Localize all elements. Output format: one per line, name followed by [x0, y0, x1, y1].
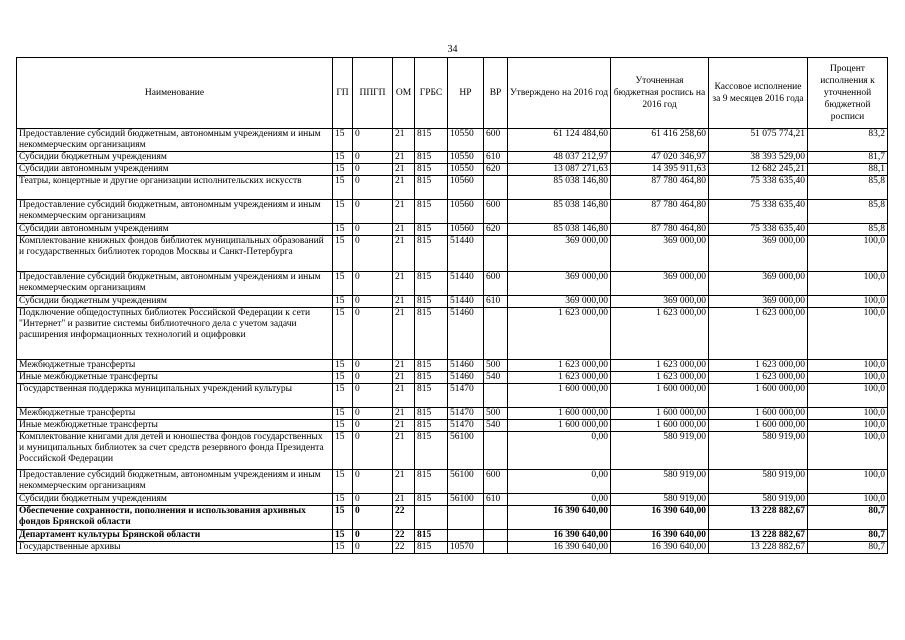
cell-approved: 1 600 000,00 — [508, 408, 611, 420]
cell-name: Субсидии бюджетным учреждениям — [17, 152, 333, 164]
cell-percent: 81,7 — [808, 152, 888, 164]
cell-grbs: 815 — [415, 200, 448, 224]
cell-name: Комплектование книжных фондов библиотек муниципальных образований и государственных библиотек городов Москвы и Санкт-Петербурга — [17, 236, 333, 272]
cell-name: Подключение общедоступных библиотек Российской Федерации к сети "Интернет" и развитие системы библиотечного дела с учетом задачи расширения информационных технологий и оцифровки — [17, 308, 333, 360]
cell-approved: 0,00 — [508, 494, 611, 506]
cell-om: 21 — [393, 224, 415, 236]
cell-vr: 540 — [484, 420, 508, 432]
cell-nr: 51460 — [448, 308, 484, 360]
header-name: Наименование — [17, 58, 333, 129]
cell-om: 21 — [393, 308, 415, 360]
cell-ppgp: 0 — [353, 470, 393, 494]
table-body — [17, 129, 888, 554]
cell-refined: 1 600 000,00 — [611, 420, 709, 432]
cell-name: Комплектование книгами для детей и юношества фондов государственных и муниципальных библиотек за счет средств резервного фонда Президента Российской Федерации — [17, 432, 333, 470]
cell-cash: 75 338 635,40 — [709, 200, 808, 224]
cell-approved: 1 600 000,00 — [508, 384, 611, 408]
cell-cash: 1 600 000,00 — [709, 384, 808, 408]
table-row — [17, 272, 888, 296]
header-approved: Утверждено на 2016 год — [508, 58, 611, 129]
cell-name: Субсидии автономным учреждениям — [17, 164, 333, 176]
cell-om: 21 — [393, 494, 415, 506]
cell-name: Иные межбюджетные трансферты — [17, 420, 333, 432]
cell-approved: 0,00 — [508, 470, 611, 494]
table-row — [17, 200, 888, 224]
cell-refined: 369 000,00 — [611, 296, 709, 308]
cell-vr — [484, 176, 508, 200]
cell-grbs: 815 — [415, 408, 448, 420]
cell-name: Предоставление субсидий бюджетным, автономным учреждениям и иным некоммерческим организациям — [17, 200, 333, 224]
cell-ppgp: 0 — [353, 408, 393, 420]
cell-approved: 1 623 000,00 — [508, 372, 611, 384]
cell-nr: 51460 — [448, 372, 484, 384]
cell-grbs: 815 — [415, 236, 448, 272]
cell-percent: 100,0 — [808, 494, 888, 506]
cell-grbs: 815 — [415, 164, 448, 176]
header-ppgp: ППГП — [353, 58, 393, 129]
cell-vr — [484, 236, 508, 272]
table-row — [17, 164, 888, 176]
cell-gp: 15 — [333, 372, 353, 384]
cell-gp: 15 — [333, 272, 353, 296]
cell-percent: 100,0 — [808, 360, 888, 372]
cell-refined: 1 600 000,00 — [611, 384, 709, 408]
table-row — [17, 360, 888, 372]
table-row — [17, 152, 888, 164]
page-number: 34 — [447, 44, 458, 55]
cell-grbs: 815 — [415, 272, 448, 296]
cell-refined: 47 020 346,97 — [611, 152, 709, 164]
cell-approved: 1 623 000,00 — [508, 308, 611, 360]
cell-om: 21 — [393, 420, 415, 432]
cell-nr: 56100 — [448, 494, 484, 506]
cell-vr: 610 — [484, 296, 508, 308]
table-row — [17, 308, 888, 360]
cell-name: Предоставление субсидий бюджетным, автономным учреждениям и иным некоммерческим организациям — [17, 470, 333, 494]
cell-grbs: 815 — [415, 494, 448, 506]
cell-ppgp: 0 — [353, 308, 393, 360]
cell-nr: 10550 — [448, 164, 484, 176]
cell-name: Государственные архивы — [17, 542, 333, 554]
cell-approved: 85 038 146,80 — [508, 176, 611, 200]
cell-ppgp: 0 — [353, 384, 393, 408]
cell-om: 21 — [393, 176, 415, 200]
table-row — [17, 296, 888, 308]
cell-percent: 88,1 — [808, 164, 888, 176]
cell-nr — [448, 506, 484, 530]
cell-name: Предоставление субсидий бюджетным, автономным учреждениям и иным некоммерческим организациям — [17, 129, 333, 152]
cell-approved: 61 124 484,60 — [508, 129, 611, 152]
cell-name: Межбюджетные трансферты — [17, 408, 333, 420]
cell-cash: 13 228 882,67 — [709, 506, 808, 530]
budget-execution-table — [16, 57, 888, 554]
cell-ppgp: 0 — [353, 200, 393, 224]
cell-ppgp: 0 — [353, 360, 393, 372]
cell-cash: 580 919,00 — [709, 432, 808, 470]
cell-refined: 580 919,00 — [611, 432, 709, 470]
cell-name: Департамент культуры Брянской области — [17, 530, 333, 542]
cell-nr: 10560 — [448, 176, 484, 200]
cell-cash: 369 000,00 — [709, 296, 808, 308]
cell-cash: 38 393 529,00 — [709, 152, 808, 164]
cell-ppgp: 0 — [353, 152, 393, 164]
cell-percent: 83,2 — [808, 129, 888, 152]
cell-percent: 85,8 — [808, 224, 888, 236]
cell-percent: 85,8 — [808, 176, 888, 200]
cell-vr — [484, 432, 508, 470]
cell-cash: 75 338 635,40 — [709, 224, 808, 236]
cell-gp: 15 — [333, 470, 353, 494]
cell-grbs: 815 — [415, 129, 448, 152]
header-om: ОМ — [393, 58, 415, 129]
table-row — [17, 224, 888, 236]
cell-refined: 580 919,00 — [611, 494, 709, 506]
table-row — [17, 542, 888, 554]
cell-vr: 600 — [484, 272, 508, 296]
cell-refined: 16 390 640,00 — [611, 530, 709, 542]
cell-name: Субсидии бюджетным учреждениям — [17, 494, 333, 506]
cell-refined: 1 623 000,00 — [611, 308, 709, 360]
cell-ppgp: 0 — [353, 296, 393, 308]
cell-percent: 100,0 — [808, 308, 888, 360]
header-nr: НР — [448, 58, 484, 129]
cell-percent: 100,0 — [808, 372, 888, 384]
cell-gp: 15 — [333, 494, 353, 506]
cell-gp: 15 — [333, 408, 353, 420]
cell-cash: 369 000,00 — [709, 236, 808, 272]
cell-approved: 85 038 146,80 — [508, 200, 611, 224]
cell-grbs: 815 — [415, 360, 448, 372]
header-gp: ГП — [333, 58, 353, 129]
cell-ppgp: 0 — [353, 420, 393, 432]
cell-grbs — [415, 506, 448, 530]
cell-grbs: 815 — [415, 420, 448, 432]
cell-vr: 620 — [484, 224, 508, 236]
table-row — [17, 506, 888, 530]
cell-name: Межбюджетные трансферты — [17, 360, 333, 372]
cell-gp: 15 — [333, 236, 353, 272]
cell-nr: 51440 — [448, 296, 484, 308]
cell-ppgp: 0 — [353, 542, 393, 554]
table-row — [17, 129, 888, 152]
cell-gp: 15 — [333, 296, 353, 308]
cell-cash: 12 682 245,21 — [709, 164, 808, 176]
table-row — [17, 176, 888, 200]
cell-percent: 80,7 — [808, 506, 888, 530]
cell-name: Обеспечение сохранности, пополнения и использования архивных фондов Брянской области — [17, 506, 333, 530]
cell-grbs: 815 — [415, 384, 448, 408]
cell-vr: 600 — [484, 470, 508, 494]
cell-om: 21 — [393, 129, 415, 152]
cell-om: 21 — [393, 384, 415, 408]
cell-nr: 56100 — [448, 470, 484, 494]
cell-vr: 620 — [484, 164, 508, 176]
cell-percent: 100,0 — [808, 408, 888, 420]
table-row — [17, 372, 888, 384]
cell-refined: 87 780 464,80 — [611, 224, 709, 236]
cell-grbs: 815 — [415, 542, 448, 554]
cell-cash: 1 623 000,00 — [709, 372, 808, 384]
cell-gp: 15 — [333, 530, 353, 542]
cell-vr — [484, 506, 508, 530]
header-grbs: ГРБС — [415, 58, 448, 129]
cell-cash: 51 075 774,21 — [709, 129, 808, 152]
cell-refined: 87 780 464,80 — [611, 200, 709, 224]
cell-gp: 15 — [333, 224, 353, 236]
cell-ppgp: 0 — [353, 432, 393, 470]
cell-percent: 100,0 — [808, 470, 888, 494]
cell-nr: 10550 — [448, 152, 484, 164]
cell-refined: 16 390 640,00 — [611, 542, 709, 554]
cell-ppgp: 0 — [353, 530, 393, 542]
cell-percent: 100,0 — [808, 296, 888, 308]
cell-percent: 100,0 — [808, 384, 888, 408]
cell-approved: 1 623 000,00 — [508, 360, 611, 372]
table-row — [17, 408, 888, 420]
cell-refined: 61 416 258,60 — [611, 129, 709, 152]
cell-vr — [484, 542, 508, 554]
cell-approved: 369 000,00 — [508, 236, 611, 272]
cell-nr — [448, 530, 484, 542]
cell-grbs: 815 — [415, 470, 448, 494]
cell-gp: 15 — [333, 542, 353, 554]
table-row — [17, 420, 888, 432]
cell-grbs: 815 — [415, 176, 448, 200]
cell-nr: 51470 — [448, 408, 484, 420]
table-row — [17, 384, 888, 408]
cell-cash: 1 623 000,00 — [709, 308, 808, 360]
cell-gp: 15 — [333, 176, 353, 200]
cell-ppgp: 0 — [353, 236, 393, 272]
cell-nr: 56100 — [448, 432, 484, 470]
cell-vr: 500 — [484, 408, 508, 420]
cell-approved: 369 000,00 — [508, 272, 611, 296]
cell-grbs: 815 — [415, 296, 448, 308]
cell-nr: 51460 — [448, 360, 484, 372]
cell-om: 21 — [393, 152, 415, 164]
cell-grbs: 815 — [415, 308, 448, 360]
table-row — [17, 432, 888, 470]
cell-refined: 87 780 464,80 — [611, 176, 709, 200]
cell-ppgp: 0 — [353, 129, 393, 152]
cell-om: 21 — [393, 272, 415, 296]
cell-gp: 15 — [333, 129, 353, 152]
cell-refined: 1 600 000,00 — [611, 408, 709, 420]
cell-nr: 10550 — [448, 129, 484, 152]
cell-nr: 10560 — [448, 200, 484, 224]
table-header-row — [17, 58, 888, 129]
cell-om: 21 — [393, 470, 415, 494]
cell-vr: 610 — [484, 152, 508, 164]
table-row — [17, 236, 888, 272]
cell-om: 21 — [393, 372, 415, 384]
cell-cash: 580 919,00 — [709, 494, 808, 506]
cell-ppgp: 0 — [353, 494, 393, 506]
cell-vr: 540 — [484, 372, 508, 384]
cell-approved: 85 038 146,80 — [508, 224, 611, 236]
cell-percent: 80,7 — [808, 542, 888, 554]
cell-om: 22 — [393, 542, 415, 554]
cell-vr: 500 — [484, 360, 508, 372]
cell-om: 22 — [393, 506, 415, 530]
cell-gp: 15 — [333, 360, 353, 372]
cell-cash: 1 600 000,00 — [709, 408, 808, 420]
cell-grbs: 815 — [415, 530, 448, 542]
budget-table-container — [16, 57, 887, 554]
header-refined: Уточненная бюджетная роспись на 2016 год — [611, 58, 709, 129]
cell-refined: 369 000,00 — [611, 236, 709, 272]
cell-ppgp: 0 — [353, 506, 393, 530]
cell-ppgp: 0 — [353, 176, 393, 200]
cell-gp: 15 — [333, 308, 353, 360]
cell-grbs: 815 — [415, 432, 448, 470]
table-row — [17, 470, 888, 494]
cell-nr: 10560 — [448, 224, 484, 236]
cell-ppgp: 0 — [353, 272, 393, 296]
cell-om: 21 — [393, 296, 415, 308]
cell-refined: 580 919,00 — [611, 470, 709, 494]
cell-nr: 10570 — [448, 542, 484, 554]
table-row — [17, 530, 888, 542]
cell-nr: 51470 — [448, 420, 484, 432]
header-cash: Кассовое исполнение за 9 месяцев 2016 года — [709, 58, 808, 129]
cell-approved: 0,00 — [508, 432, 611, 470]
cell-nr: 51470 — [448, 384, 484, 408]
header-vr: ВР — [484, 58, 508, 129]
cell-om: 21 — [393, 360, 415, 372]
cell-cash: 580 919,00 — [709, 470, 808, 494]
cell-gp: 15 — [333, 432, 353, 470]
cell-ppgp: 0 — [353, 164, 393, 176]
cell-om: 22 — [393, 530, 415, 542]
cell-cash: 13 228 882,67 — [709, 530, 808, 542]
cell-ppgp: 0 — [353, 224, 393, 236]
cell-approved: 13 087 271,63 — [508, 164, 611, 176]
header-percent: Процент исполнения к уточненной бюджетной росписи — [808, 58, 888, 129]
table-row — [17, 494, 888, 506]
cell-gp: 15 — [333, 164, 353, 176]
cell-refined: 16 390 640,00 — [611, 506, 709, 530]
cell-ppgp: 0 — [353, 372, 393, 384]
cell-grbs: 815 — [415, 224, 448, 236]
cell-approved: 369 000,00 — [508, 296, 611, 308]
cell-refined: 1 623 000,00 — [611, 372, 709, 384]
cell-gp: 15 — [333, 152, 353, 164]
cell-vr: 600 — [484, 200, 508, 224]
cell-om: 21 — [393, 408, 415, 420]
cell-cash: 75 338 635,40 — [709, 176, 808, 200]
cell-vr: 610 — [484, 494, 508, 506]
cell-name: Субсидии бюджетным учреждениям — [17, 296, 333, 308]
cell-refined: 369 000,00 — [611, 272, 709, 296]
cell-approved: 1 600 000,00 — [508, 420, 611, 432]
cell-gp: 15 — [333, 384, 353, 408]
cell-name: Предоставление субсидий бюджетным, автономным учреждениям и иным некоммерческим организациям — [17, 272, 333, 296]
cell-om: 21 — [393, 164, 415, 176]
cell-percent: 85,8 — [808, 200, 888, 224]
cell-vr: 600 — [484, 129, 508, 152]
cell-percent: 100,0 — [808, 432, 888, 470]
cell-cash: 13 228 882,67 — [709, 542, 808, 554]
cell-cash: 1 600 000,00 — [709, 420, 808, 432]
cell-gp: 15 — [333, 420, 353, 432]
cell-approved: 16 390 640,00 — [508, 506, 611, 530]
cell-grbs: 815 — [415, 372, 448, 384]
cell-nr: 51440 — [448, 272, 484, 296]
cell-name: Театры, концертные и другие организации исполнительских искусств — [17, 176, 333, 200]
cell-approved: 16 390 640,00 — [508, 530, 611, 542]
cell-name: Иные межбюджетные трансферты — [17, 372, 333, 384]
cell-percent: 100,0 — [808, 236, 888, 272]
cell-om: 21 — [393, 236, 415, 272]
cell-vr — [484, 308, 508, 360]
cell-percent: 100,0 — [808, 420, 888, 432]
cell-approved: 16 390 640,00 — [508, 542, 611, 554]
cell-gp: 15 — [333, 506, 353, 530]
cell-percent: 100,0 — [808, 272, 888, 296]
cell-vr — [484, 530, 508, 542]
cell-refined: 1 623 000,00 — [611, 360, 709, 372]
cell-name: Государственная поддержка муниципальных учреждений культуры — [17, 384, 333, 408]
cell-cash: 369 000,00 — [709, 272, 808, 296]
cell-cash: 1 623 000,00 — [709, 360, 808, 372]
cell-approved: 48 037 212,97 — [508, 152, 611, 164]
cell-grbs: 815 — [415, 152, 448, 164]
cell-nr: 51440 — [448, 236, 484, 272]
cell-gp: 15 — [333, 200, 353, 224]
cell-percent: 80,7 — [808, 530, 888, 542]
cell-om: 21 — [393, 200, 415, 224]
cell-refined: 14 395 911,63 — [611, 164, 709, 176]
cell-om: 21 — [393, 432, 415, 470]
cell-vr — [484, 384, 508, 408]
cell-name: Субсидии автономным учреждениям — [17, 224, 333, 236]
